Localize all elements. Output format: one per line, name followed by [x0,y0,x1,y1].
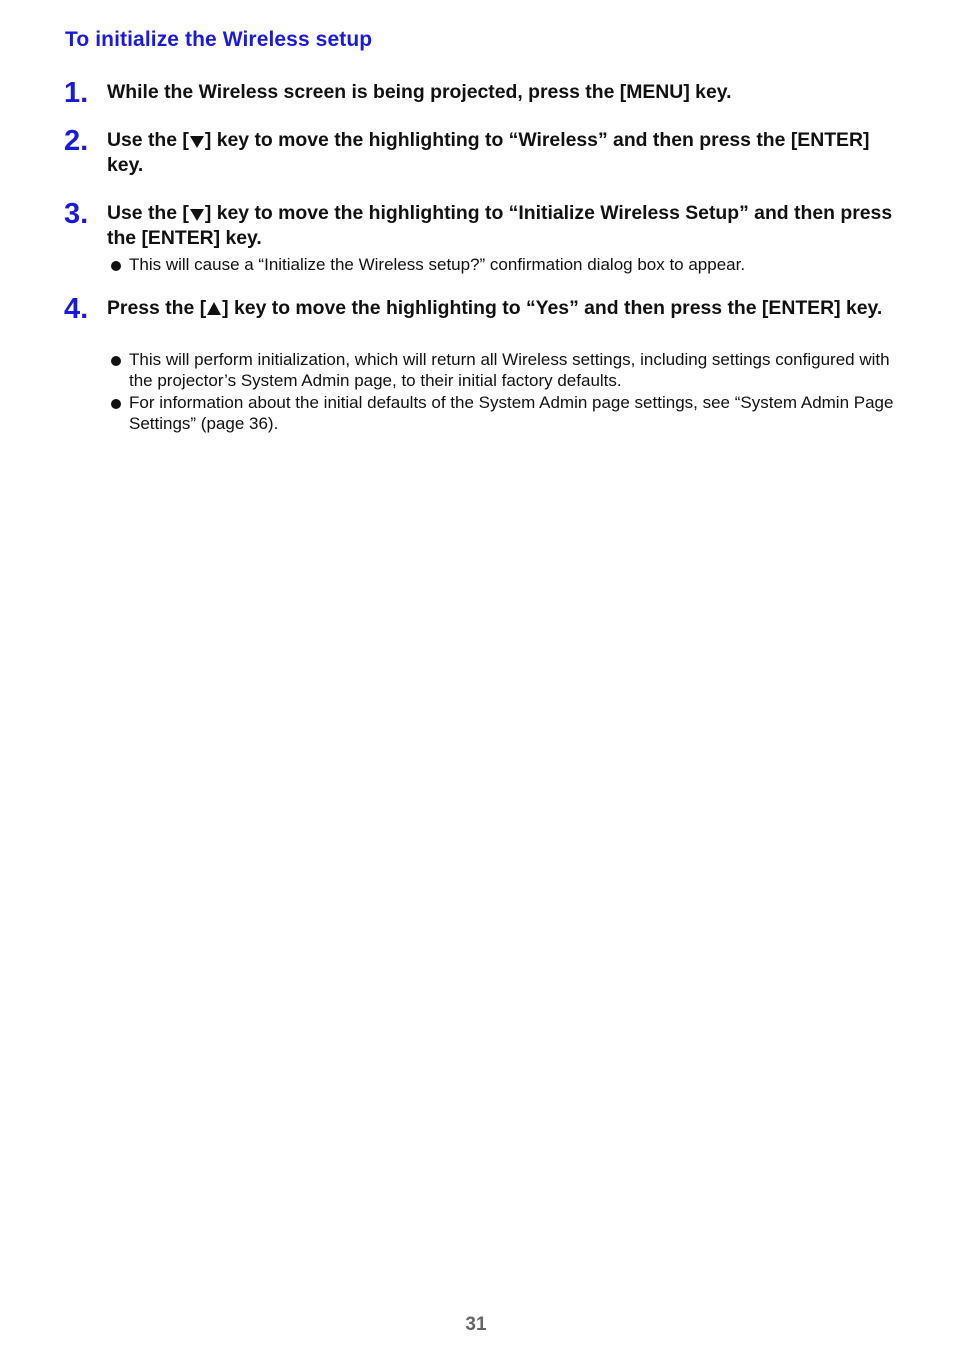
note-text: This will cause a “Initialize the Wireless setup?” confirmation dialog box to appear. [129,255,746,274]
note-text: For information about the initial defaults of the System Admin page settings, see “System Admin Page Settings” (page 36). [129,393,894,433]
page-number: 31 [465,1314,487,1335]
step-instruction [107,128,897,178]
step-text-part: ] key to move the highlighting to “Wireless” and then press the [ENTER] key. [107,129,870,176]
step-number: 4. [64,293,89,325]
step-text-part: ] key to move the highlighting to “Yes” and then press the [ENTER] key. [222,297,883,319]
step-text-part: ] key to move the highlighting to “Initialize Wireless Setup” and then press the [ENTER] key. [107,202,893,249]
step-text-part: Press the [ [107,297,207,319]
step-text-part: While the Wireless screen is being projected, press the [MENU] key. [107,81,732,103]
section-heading: To initialize the Wireless setup [65,28,373,51]
step-notes [107,350,897,436]
down-arrow-icon [190,206,204,222]
down-arrow-icon [190,133,204,149]
step-instruction [107,201,897,251]
bullet-dot-icon [111,261,121,271]
note-item [107,255,897,276]
step-number: 2. [64,125,89,157]
bullet-dot-icon [111,399,121,409]
note-item [107,350,897,391]
step-instruction [107,296,897,321]
step-text-part: Use the [ [107,202,189,224]
step-number: 1. [64,77,89,109]
step-number: 3. [64,198,89,230]
step-instruction [107,80,897,105]
note-text: This will perform initialization, which will return all Wireless settings, including settings configured with the projector’s System Admin page, to their initial factory defaults. [129,350,890,390]
step-text-part: Use the [ [107,129,189,151]
note-item [107,393,897,434]
step-notes [107,255,897,278]
bullet-dot-icon [111,356,121,366]
up-arrow-icon [207,301,221,317]
